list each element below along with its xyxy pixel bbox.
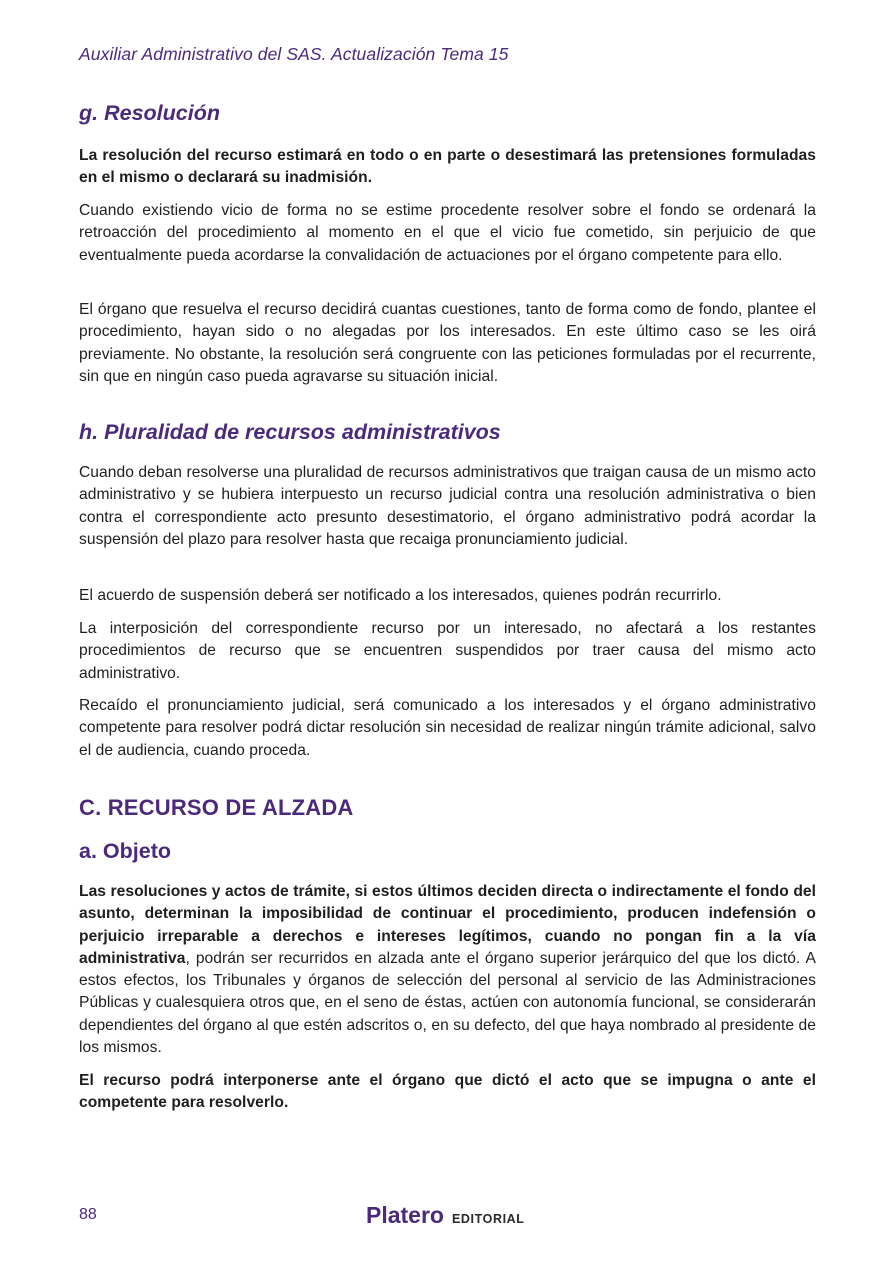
section-c-subheading: a. Objeto — [79, 839, 171, 863]
section-h-paragraph-1: Cuando deban resolverse una pluralidad de recursos administrativos que traigan causa de un mismo acto administrativo y se hubiera interpuesto un recurso judicial contra una resolución administrativa o bien contra el correspondiente acto presunto desestimatorio, el órgano administrativo podrá acordar la suspensión del plazo para resolver hasta que recaiga pronunciamiento judicial. — [79, 464, 816, 548]
section-h-heading: h. Pluralidad de recursos administrativos — [79, 420, 501, 444]
brand-name: Platero — [366, 1202, 444, 1228]
page-number: 88 — [79, 1206, 97, 1223]
section-g-heading: g. Resolución — [79, 101, 220, 125]
section-c-heading: C. RECURSO DE ALZADA — [79, 795, 354, 820]
section-c-paragraph-1-bold: Las resoluciones y actos de trámite, si estos últimos deciden directa o indirectamente el fondo del asunto, determinan la imposibilidad de continuar el procedimiento, producen indefensión o perjuicio irreparable a derechos e intereses legítimos, cuando no pongan fin a la vía administrativa — [79, 883, 816, 967]
section-g-paragraph-1: La resolución del recurso estimará en todo o en parte o desestimará las pretensiones formuladas en el mismo o declarará su inadmisión. — [79, 147, 816, 187]
running-header: Auxiliar Administrativo del SAS. Actualización Tema 15 — [79, 44, 509, 64]
section-g-paragraph-2: Cuando existiendo vicio de forma no se estime procedente resolver sobre el fondo se ordenará la retroacción del procedimiento al momento en el que el vicio fue cometido, sin perjuicio de que eventualmente pueda acordarse la convalidación de actuaciones por el órgano competente para ello. — [79, 202, 816, 264]
section-h-paragraph-4: Recaído el pronunciamiento judicial, será comunicado a los interesados y el órgano administrativo competente para resolver podrá dictar resolución sin necesidad de realizar ningún trámite adicional, salvo el de audiencia, cuando proceda. — [79, 697, 816, 759]
publisher-logo — [366, 1202, 525, 1229]
brand-subtitle: EDITORIAL — [451, 1212, 525, 1226]
section-h-paragraph-2: El acuerdo de suspensión deberá ser notificado a los interesados, quienes podrán recurrirlo. — [79, 587, 722, 604]
section-g-paragraph-3: El órgano que resuelva el recurso decidirá cuantas cuestiones, tanto de forma como de fondo, plantee el procedimiento, hayan sido o no alegadas por los interesados. En este último caso se les oirá previamente. No obstante, la resolución será congruente con las peticiones formuladas por el recurrente, sin que en ningún caso pueda agravarse su situación inicial. — [79, 301, 816, 385]
section-c-paragraph-1 — [79, 881, 816, 1059]
section-c-paragraph-2: El recurso podrá interponerse ante el órgano que dictó el acto que se impugna o ante el competente para resolverlo. — [79, 1072, 816, 1112]
section-c-paragraph-1-rest: , podrán ser recurridos en alzada ante el órgano superior jerárquico del que los dictó. A estos efectos, los Tribunales y órganos de selección del personal al servicio de las Administraciones Públicas y cualesquiera otros que, en el seno de éstas, actúen con autonomía funcional, se considerarán dependientes del órgano al que estén adscritos o, en su defecto, del que haya nombrado al presidente de los mismos. — [79, 949, 816, 1057]
section-h-paragraph-3: La interposición del correspondiente recurso por un interesado, no afectará a los restantes procedimientos de recurso que se encuentren suspendidos por traer causa del mismo acto administrativo. — [79, 620, 816, 682]
